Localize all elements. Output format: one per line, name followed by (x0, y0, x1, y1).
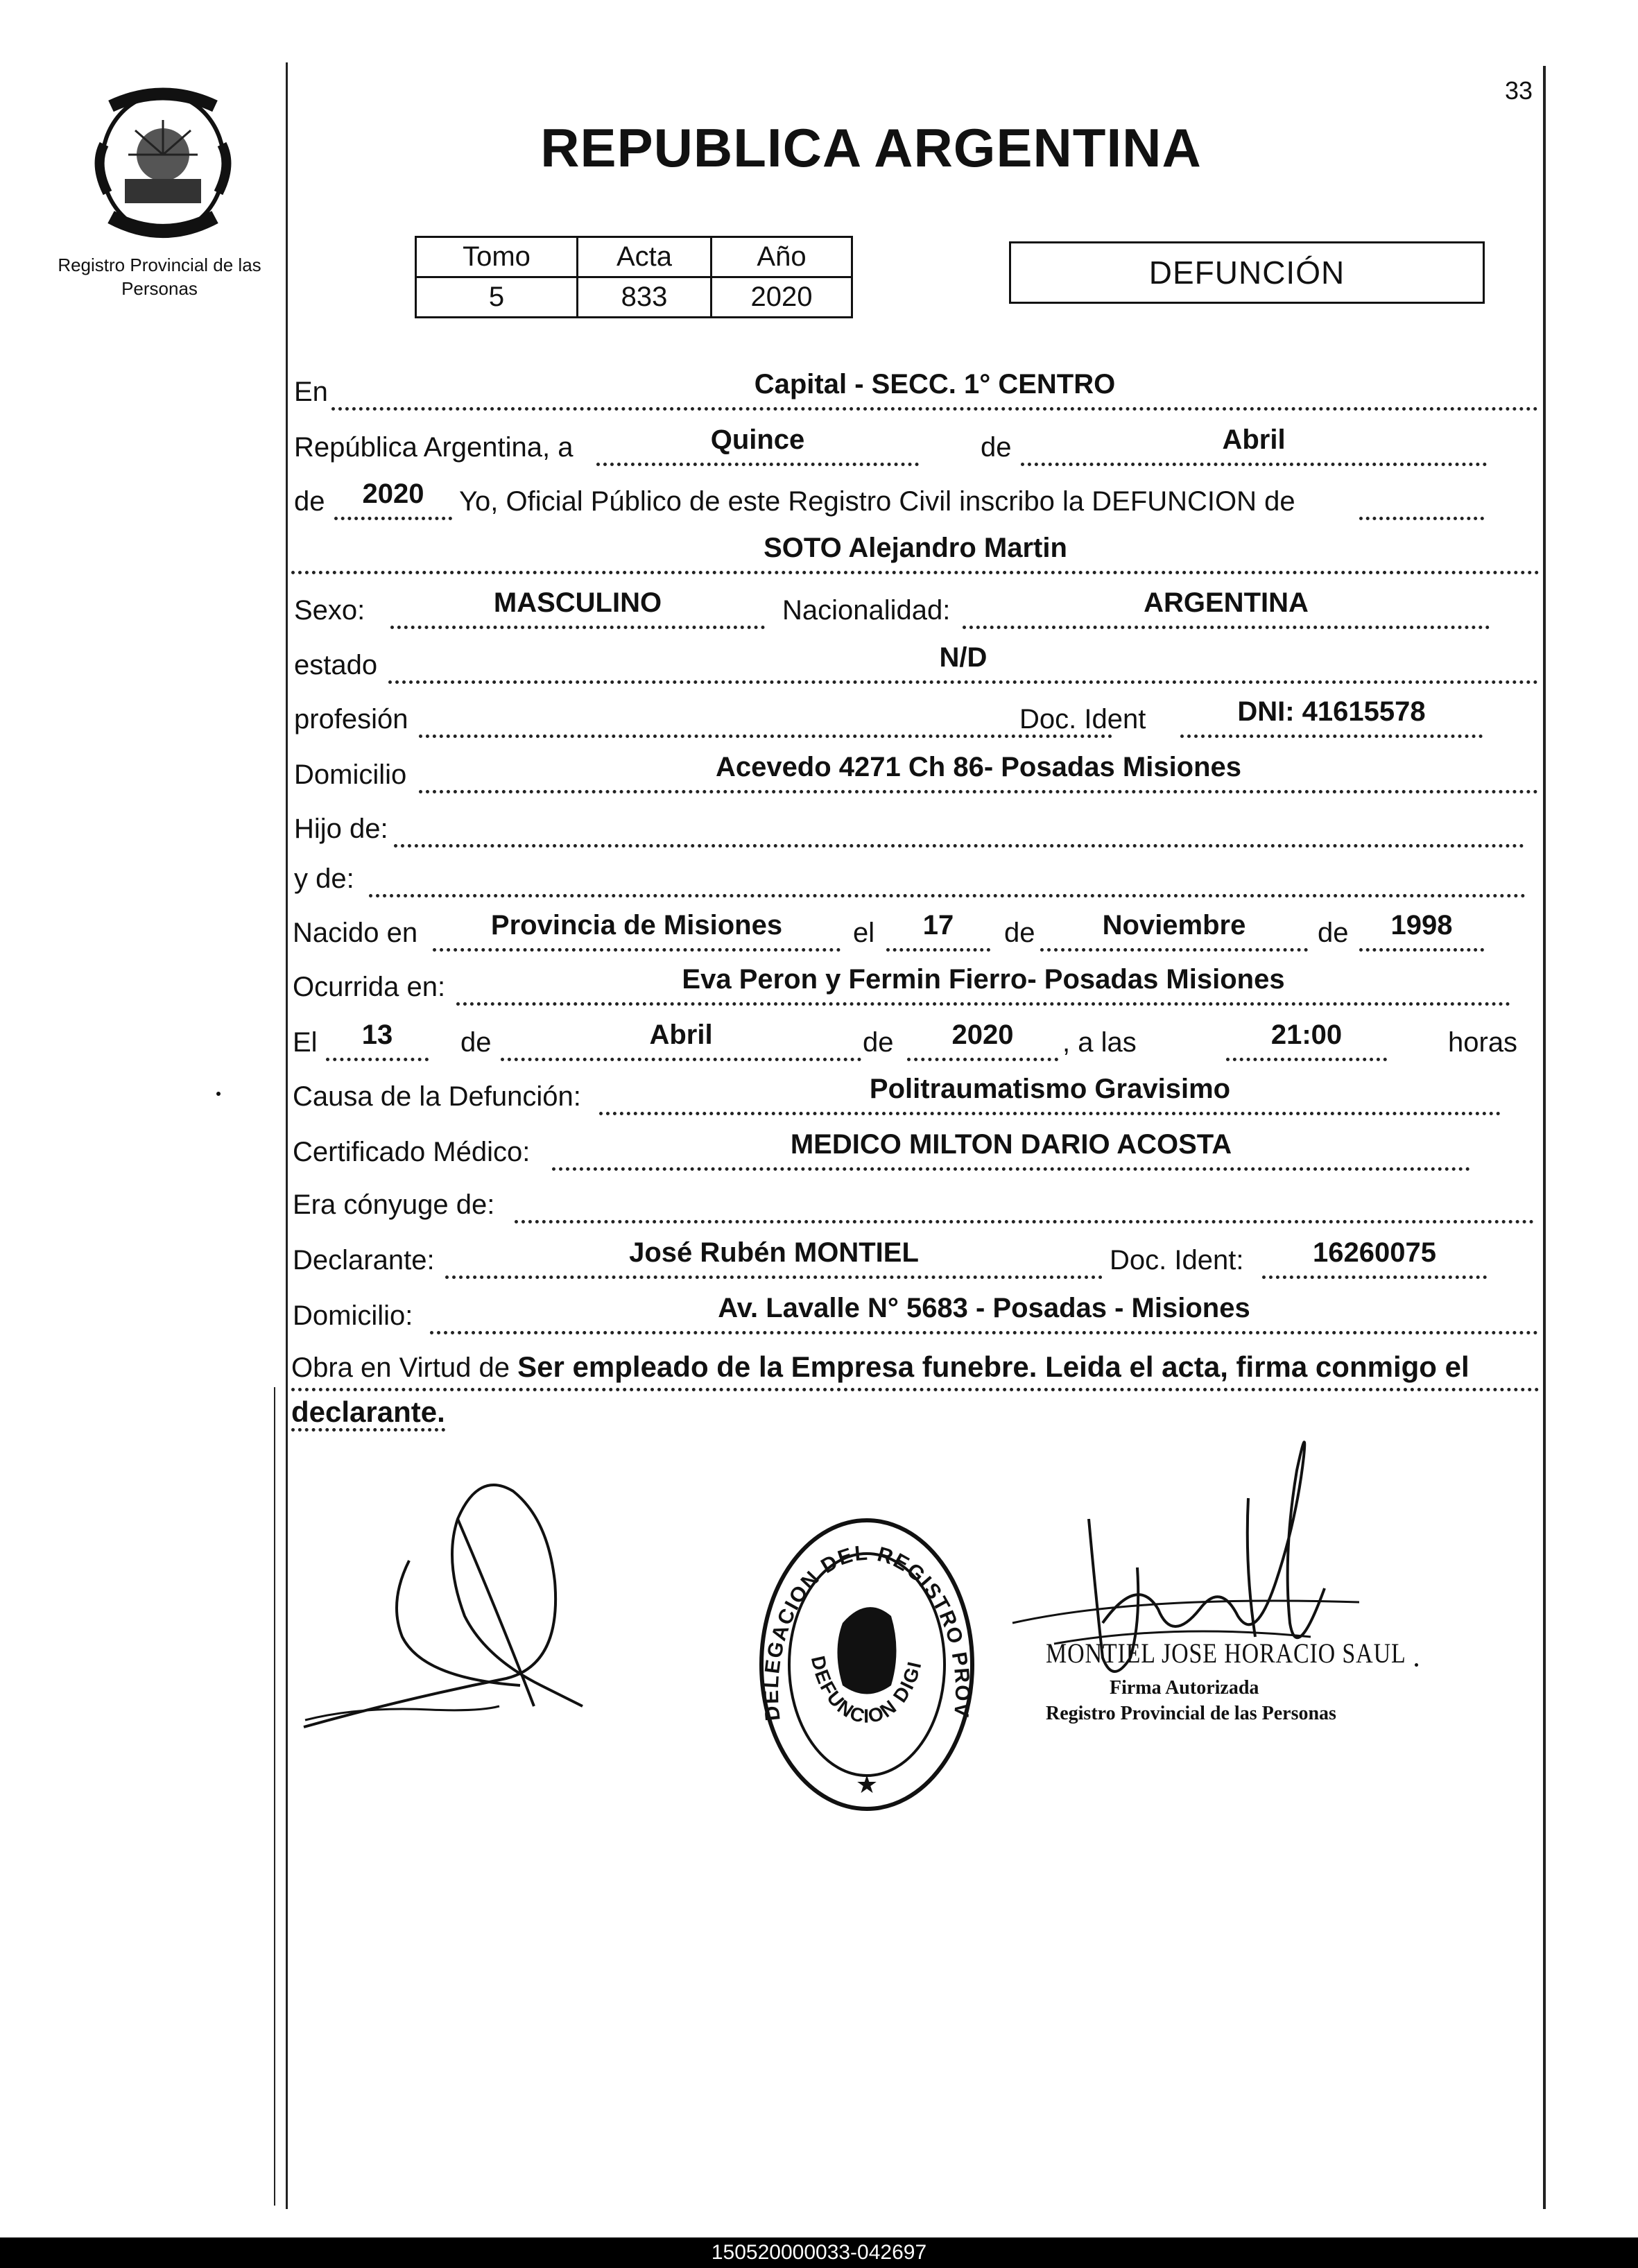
svg-text:★: ★ (855, 1770, 879, 1798)
row-nombre (291, 531, 1540, 584)
label-de-4: de (1318, 918, 1349, 948)
field-def-mes: Abril (501, 1016, 861, 1061)
page-number: 33 (1505, 76, 1533, 105)
acta-header: Acta (578, 237, 712, 277)
label-nacido-en: Nacido en (293, 918, 418, 948)
field-nacido-lugar: Provincia de Misiones (433, 907, 840, 952)
row-y-de (291, 854, 1540, 907)
label-y-de: y de: (294, 864, 354, 894)
field-mes: Abril (1021, 421, 1487, 466)
field-doc: DNI: 41615578 (1180, 693, 1483, 738)
left-margin-line (286, 62, 288, 2209)
row-fecha-def (291, 1018, 1540, 1071)
label-doc-ident-2: Doc. Ident: (1110, 1245, 1244, 1275)
label-causa: Causa de la Defunción: (293, 1081, 581, 1112)
label-el: el (853, 918, 875, 948)
page-title: REPUBLICA ARGENTINA (540, 117, 1202, 178)
signer-name: MONTIEL JOSE HORACIO SAUL (1046, 1638, 1406, 1669)
label-conyuge: Era cónyuge de: (293, 1189, 495, 1220)
row-conyuge (291, 1180, 1540, 1233)
label-nacionalidad: Nacionalidad: (782, 595, 951, 626)
row-causa (291, 1072, 1540, 1125)
row-fecha (291, 423, 1540, 476)
acta-value: 833 (578, 277, 712, 318)
document-type-box: DEFUNCIÓN (1009, 241, 1485, 304)
label-de-3: de (1004, 918, 1035, 948)
label-certificado: Certificado Médico: (293, 1137, 531, 1167)
field-profesion (419, 693, 1112, 738)
left-margin-line-2 (274, 1387, 275, 2206)
row-domicilio (291, 750, 1540, 803)
row-certificado (291, 1128, 1540, 1180)
label-republica: República Argentina, a (294, 432, 574, 463)
row-declarante (291, 1236, 1540, 1289)
scan-speck (1415, 1663, 1418, 1667)
row-nacido (291, 909, 1540, 961)
label-obra: Obra en Virtud de (291, 1352, 510, 1383)
field-y-de (369, 852, 1526, 897)
tomo-header: Tomo (416, 237, 578, 277)
label-hijo-de: Hijo de: (294, 814, 388, 844)
row-ocurrida (291, 963, 1540, 1015)
field-declarante-domicilio: Av. Lavalle N° 5683 - Posadas - Misiones (430, 1289, 1538, 1334)
row-profesion (291, 695, 1540, 748)
stamp-outer-text: DELEGACION DEL REGISTRO PROV (759, 1541, 974, 1722)
field-conyuge (515, 1178, 1534, 1223)
field-domicilio: Acevedo 4271 Ch 86- Posadas Misiones (419, 748, 1538, 793)
tomo-value: 5 (416, 277, 578, 318)
label-de-6: de (863, 1027, 894, 1058)
declarant-signature (291, 1477, 610, 1741)
field-declarante: José Rubén MONTIEL (445, 1234, 1103, 1279)
label-profesion: profesión (294, 704, 408, 734)
field-nacido-mes: Noviembre (1040, 907, 1308, 952)
stamp-inner-text: DEFUNCION DIGI (807, 1653, 926, 1728)
label-estado: estado (294, 650, 378, 680)
acta-table (415, 236, 853, 318)
label-domicilio-2: Domicilio: (293, 1300, 413, 1331)
field-yo-cont (1359, 475, 1484, 520)
field-ocurrida: Eva Peron y Fermin Fierro- Posadas Misiones (456, 961, 1510, 1006)
label-de-2: de (294, 486, 325, 517)
field-nacido-anio: 1998 (1359, 907, 1484, 952)
field-obra-2: declarante. (291, 1395, 445, 1432)
field-dia: Quince (596, 421, 919, 466)
field-def-dia: 13 (326, 1016, 429, 1061)
label-yo: Yo, Oficial Público de este Registro Civil inscribo la DEFUNCION de (459, 486, 1295, 517)
field-declarante-doc: 16260075 (1262, 1234, 1487, 1279)
label-declarante: Declarante: (293, 1245, 435, 1275)
field-estado: N/D (388, 639, 1538, 684)
scan-speck (216, 1092, 221, 1096)
field-nacionalidad: ARGENTINA (963, 584, 1490, 629)
signer-role: Firma Autorizada (1110, 1677, 1259, 1699)
row-anio (291, 477, 1540, 530)
footer-code: 150520000033-042697 (0, 2237, 1638, 2268)
field-hijo-de (394, 802, 1524, 848)
row-estado (291, 641, 1540, 694)
label-sexo: Sexo: (294, 595, 365, 626)
right-margin-line (1543, 66, 1546, 2209)
row-hijo-de (291, 805, 1540, 857)
label-de-5: de (460, 1027, 492, 1058)
row-sexo (291, 586, 1540, 639)
field-def-anio: 2020 (907, 1016, 1058, 1061)
field-anio: 2020 (334, 475, 452, 520)
field-certificado: MEDICO MILTON DARIO ACOSTA (552, 1126, 1470, 1171)
label-horas: horas (1448, 1027, 1518, 1058)
label-de: de (981, 432, 1012, 463)
row-domicilio-declarante (291, 1291, 1540, 1344)
label-doc-ident: Doc. Ident (1019, 704, 1146, 734)
field-lugar: Capital - SECC. 1° CENTRO (331, 366, 1538, 411)
label-en: En (294, 377, 328, 407)
field-nacido-dia: 17 (886, 907, 990, 952)
official-stamp (752, 1512, 981, 1817)
anio-header: Año (712, 237, 852, 277)
field-def-hora: 21:00 (1226, 1016, 1387, 1061)
label-a-las: , a las (1062, 1027, 1137, 1058)
label-el-cap: El (293, 1027, 318, 1058)
field-obra-1: Ser empleado de la Empresa funebre. Leida el acta, firma conmigo el (517, 1350, 1469, 1383)
label-ocurrida-en: Ocurrida en: (293, 972, 446, 1002)
field-causa: Politraumatismo Gravisimo (599, 1070, 1501, 1115)
label-domicilio: Domicilio (294, 759, 407, 790)
registro-provincial-label: Registro Provincial de las Personas (58, 255, 261, 299)
signer-org: Registro Provincial de las Personas (1046, 1703, 1336, 1724)
field-nombre: SOTO Alejandro Martin (291, 529, 1540, 574)
row-lugar (291, 368, 1540, 420)
anio-value: 2020 (712, 277, 852, 318)
field-sexo: MASCULINO (390, 584, 765, 629)
